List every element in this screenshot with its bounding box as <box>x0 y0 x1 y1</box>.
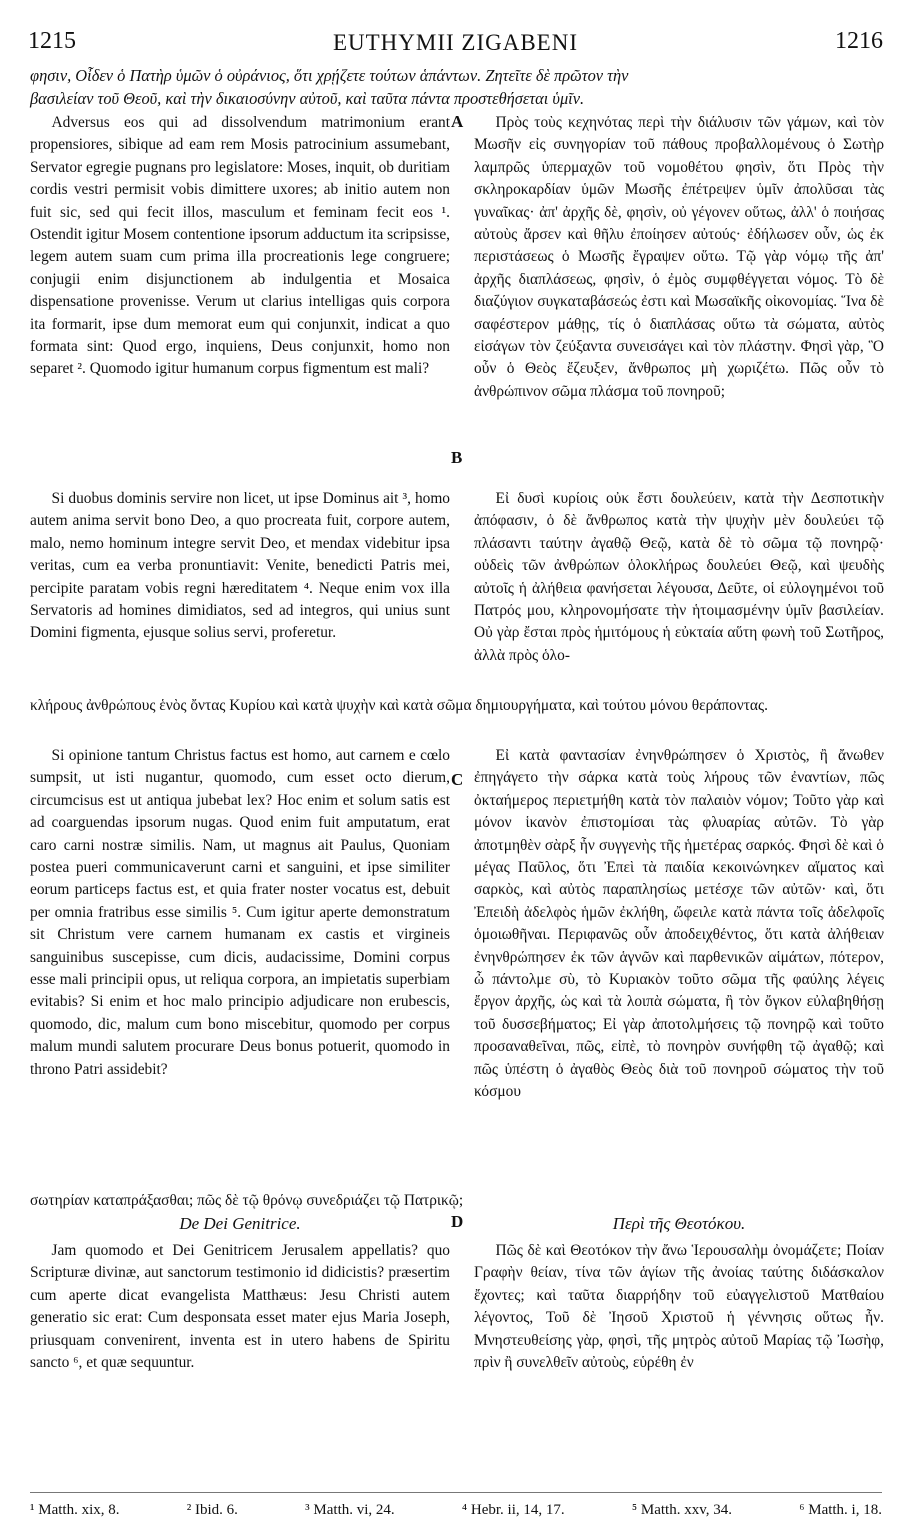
latin-column-section-3 <box>30 745 450 1185</box>
greek-column-section-2 <box>474 488 884 698</box>
greek-column-section-1 <box>474 112 884 452</box>
latin-paragraph: Jam quomodo et Dei Genitricem Jerusalem appellatis? quo Scripturæ divinæ, aut sanctorum testimonio id didicistis? præsertim cum aperte dicat evangelista Matthæus: Jesu Christi autem generatio sic erat: Cum desponsata esset mater ejus Maria Joseph, priusquam convenirent, inventa est in utero habens de Spiritu sancto ⁶, et quæ sequuntur. <box>30 1242 450 1372</box>
latin-column-section-1 <box>30 112 450 452</box>
latin-paragraph: Si opinione tantum Christus factus est homo, aut carnem e cœlo sumpsit, ut isti nugantur, quomodo, cum esset octo dierum, circumcisus est ut antiqua jubebat lex? Hoc enim et solum satis est ad coarguendas ipsorum nugas. Quod enim fuit amputatum, erat caro carni nostræ similis. Nam, ut magnus ait Paulus, Quoniam postea pueri communicaverunt carni et sanguini, et ipse similiter eorum particeps factus est, et quia frater noster vocatus est, debuit per omnia fratribus esse similis ⁵. Cum igitur aperte demonstratum sit Christum vere carnem humanam ex castis et virgineis sanguinibus suscepisse, cum dicis, audacissime, Domini corpus esse mali principii opus, ut reliqua corpora, an impietatis superbiam evitabis? Si enim et hoc malo principio adjudicare non erubescis, quomodo, dic, malum cum bono miscebitur, quomodo per corpus malum mundi salutem procurare Deus bonus potuerit, quomodo in throno Patri assidebit? <box>30 747 450 1078</box>
top-greek-line-2: βασιλείαν τοῦ Θεοῦ, καὶ τὴν δικαιοσύνην αὐτοῦ, καὶ ταῦτα πάντα προστεθήσεται ὑμῖν. <box>30 89 585 108</box>
margin-marker-b: B <box>451 448 463 467</box>
page-number-right: 1216 <box>835 28 883 54</box>
latin-section-heading: De Dei Genitrice. <box>179 1214 301 1233</box>
footnote-rule <box>30 1492 882 1493</box>
margin-marker-d: D <box>451 1212 464 1231</box>
page-number-left: 1215 <box>28 28 76 54</box>
greek-column-section-4 <box>474 1240 884 1490</box>
footnote: ³ Matth. vi, 24. <box>305 1502 395 1518</box>
latin-column-section-2 <box>30 488 450 698</box>
footnote: ⁵ Matth. xxv, 34. <box>631 1502 732 1518</box>
greek-continuation-section-2: κλήρους ἀνθρώπους ἑνὸς ὄντας Κυρίου καὶ κατὰ ψυχὴν καὶ κατὰ σῶμα δημιουργήματα, καὶ τούτου μόνου θεράποντας. <box>30 697 768 714</box>
latin-paragraph: Adversus eos qui ad dissolvendum matrimonium erant propensiores, sibique ad eam rem Mosis patrocinium assumebant, Servator egregie pugnans pro legislatore: Moses, inquit, ob duritiam cordis vestri permisit vobis dimittere uxores; ab initio autem non fuit sic, sed qui fecit illos, masculum et feminam fecit eos ¹. Ostendit igitur Mosem contentione ipsorum adductum ita scripsisse, legem autem suam cum prima illa procreationis lege congruere; conjugii enim disjunctionem ab indulgentia et Mosaica dispensatione provenisse. Verum ut clarius intelligas quis corpora ita formarit, ipse dum memorat eum qui conjunxit, indicat a quo formata sint: Quod ergo, inquiens, Deus conjunxit, homo non separet ². Quomodo igitur humanum corpus figmentum est mali? <box>30 114 450 378</box>
latin-column-section-4 <box>30 1240 450 1490</box>
footnotes <box>30 1502 882 1519</box>
running-title: EUTHYMII ZIGABENI <box>332 30 579 55</box>
greek-paragraph: Εἰ δυσὶ κυρίοις οὐκ ἔστι δουλεύειν, κατὰ τὴν Δεσποτικὴν ἀπόφασιν, ὁ δὲ ἄνθρωπος κατὰ τὴν ψυχὴν μὲν δουλεύει τῷ πλάσαντι ταύτην ἀγαθῷ Θεῷ, κατὰ δὲ τὸ σῶμα τῷ πονηρῷ· οὐδεὶς τῶν ἀνθρώπων ὁλοκλήρως δουλεύει Θεῷ, καὶ ψευδὴς αὐτοῖς ἡ ἀλήθεια φανήσεται λέγουσα, Δεῦτε, οἱ εὐλογημένοι τοῦ Πατρός μου, κληρονομήσατε τὴν ἡτοιμασμένην ὑμῖν βασιλείαν. Οὐ γὰρ ἔσται πρὸς ἡμιτόμους ἡ εὐκταία αὕτη φωνὴ τοῦ Σωτῆρος, ἀλλὰ πρὸς ὁλο- <box>474 490 884 664</box>
greek-paragraph: Πῶς δὲ καὶ Θεοτόκον τὴν ἄνω Ἱερουσαλὴμ ὀνομάζετε; Ποίαν Γραφὴν θείαν, τίνα τῶν ἁγίων τῆς ἀνοίας ταύτης διδάσκαλον ἔχοντες; καὶ ταῦτα διαρρήδην τοῦ εὐαγγελιστοῦ Ματθαίου λέγοντος, Τοῦ δὲ Ἰησοῦ Χριστοῦ ἡ γέννησις οὕτως ἦν. Μνηστευθείσης γὰρ, φησὶ, τῆς μητρὸς αὐτοῦ Μαρίας τῷ Ἰωσὴφ, πρὶν ἢ συνελθεῖν αὐτοὺς, εὑρέθη ἐν <box>474 1242 884 1372</box>
greek-continuation-section-3: σωτηρίαν καταπράξασθαι; πῶς δὲ τῷ θρόνῳ συνεδριάζει τῷ Πατρικῷ; <box>30 1192 464 1209</box>
margin-marker-a: A <box>451 112 464 131</box>
greek-paragraph: Πρὸς τοὺς κεχηνότας περὶ τὴν διάλυσιν τῶν γάμων, καὶ τὸν Μωσῆν εἰς συνηγορίαν τοῦ πάθους προβαλλομένους ὁ Σωτὴρ λαμπρῶς ὑπερμαχῶν τοῦ νομοθέτου φησὶν, ὅτι Πρὸς τὴν σκληροκαρδίαν ὑμῶν Μωσῆς ἐπέτρεψεν ὑμῖν ἀπολῦσαι τὰς γυναῖκας· ἀπ' ἀρχῆς δὲ, φησὶν, οὐ γέγονεν οὕτως, ἀλλ' ὁ ποιήσας αὐτοὺς ἄρσεν καὶ θῆλυ ἐποίησεν αὐτούς· ἐδήλωσεν οὖν, ὡς ἐκ περιστάσεως ὁ Μωσῆς ἔγραψεν οὕτω. Τῷ γὰρ νόμῳ τῆς ἀπ' ἀρχῆς διαπλάσεως, φησὶν, ὁ ἐμὸς συμφθέγγεται νόμος. Τὸ δὲ διαζύγιον συγκαταβάσεώς ἐστι καὶ Μωσαϊκῆς οἰκονομίας. Ἵνα δὲ σαφέστερον μάθῃς, τίς ὁ διαπλάσας οὕτω τὰ σώματα, αὐτὸς εἰσάγων τὸν ζεύξαντα συνεισάγει καὶ τὸν πλάστην. Φησὶ γὰρ, Ὃ οὖν ὁ Θεὸς ἔζευξεν, ἄνθρωπος μὴ χωριζέτω. Πῶς οὖν τὸ ἀνθρώπινον σῶμα πλάσμα τοῦ πονηροῦ; <box>474 114 884 400</box>
greek-paragraph: Εἰ κατὰ φαντασίαν ἐνηνθρώπησεν ὁ Χριστὸς, ἢ ἄνωθεν ἐπηγάγετο τὴν σάρκα κατὰ τοὺς λήρους τῶν ἐναντίων, πῶς ὀκταήμερος περιετμήθη κατὰ τὸν παλαιὸν νόμον; Τοῦτο γὰρ καὶ μόνον ἱκανὸν ἐπιστομίσαι τὰς φλυαρίας αὐτῶν. Τὸ γὰρ ἀποτμηθὲν σὰρξ ἦν συγγενὴς τῆς ἡμετέρας σαρκός. Φησὶ δὲ καὶ ὁ μέγας Παῦλος, ὅτι Ἐπεὶ τὰ παιδία κεκοινώνηκεν αἵματος καὶ σαρκὸς, καὶ αὐτὸς παραπλησίως μετέσχε τῶν αὐτῶν· καὶ, ὅτι Ἐπειδὴ ἀδελφὸς ἡμῶν ἐκλήθη, ὤφειλε κατὰ πάντα τοῖς ἀδελφοῖς ὁμοιωθῆναι. Περιφανῶς οὖν ἀποδειχθέντος, ὅτι κατὰ ἀλήθειαν ἐνηνθρώπησεν ἐκ τῶν ἁγνῶν καὶ παρθενικῶν αἱμάτων, πότερον, ὦ πάντολμε σὺ, τὸ Κυριακὸν τοῦτο σῶμα τῆς φαύλης λέγεις ἔργον ἀρχῆς, ὡς καὶ τὰ λοιπὰ σώματα, ἢ τὸν ὄγκον εὐλαβηθήσῃ τοῦ δυσσεβήματος; Εἰ γὰρ ἀποτολμήσεις τῷ πονηρῷ καὶ τοῦτο προσαναθεῖναι, πῶς, εἰπὲ, τὸ πονηρὸν συνήφθη τῷ ἀγαθῷ; καὶ πῶς ὑπέστη ὁ ἀγαθὸς Θεὸς διὰ τοῦ πονηροῦ σώματος τὴν τοῦ κόσμου <box>474 747 884 1101</box>
greek-column-section-3 <box>474 745 884 1185</box>
page-header <box>28 28 883 62</box>
latin-paragraph: Si duobus dominis servire non licet, ut ipse Dominus ait ³, homo autem anima servit bono Deo, a quo procreata fuit, corpore autem, malo, nemo hominum integre servit Deo, et mendax videbitur ipsa veritas, cum ea verba pronuntiavit: Venite, benedicti Patris mei, percipite paratam vobis regni hæreditatem ⁴. Neque enim vox illa Servatoris ad homines dimidiatos, sed ad integros, qui unius sunt Domini figmenta, ejusque solius servi, proferetur. <box>30 490 450 642</box>
top-greek-line-1: φησιν, Οἶδεν ὁ Πατὴρ ὑμῶν ὁ οὐράνιος, ὅτι χρῄζετε τούτων ἁπάντων. Ζητεῖτε δὲ πρῶτον τὴν <box>30 66 629 85</box>
footnote: ⁶ Matth. i, 18. <box>799 1502 882 1518</box>
margin-marker-c: C <box>451 770 464 789</box>
footnote: ⁴ Hebr. ii, 14, 17. <box>461 1502 565 1518</box>
footnote: ² Ibid. 6. <box>186 1502 238 1518</box>
greek-section-heading: Περὶ τῆς Θεοτόκου. <box>612 1214 746 1233</box>
footnote: ¹ Matth. xix, 8. <box>30 1502 120 1518</box>
